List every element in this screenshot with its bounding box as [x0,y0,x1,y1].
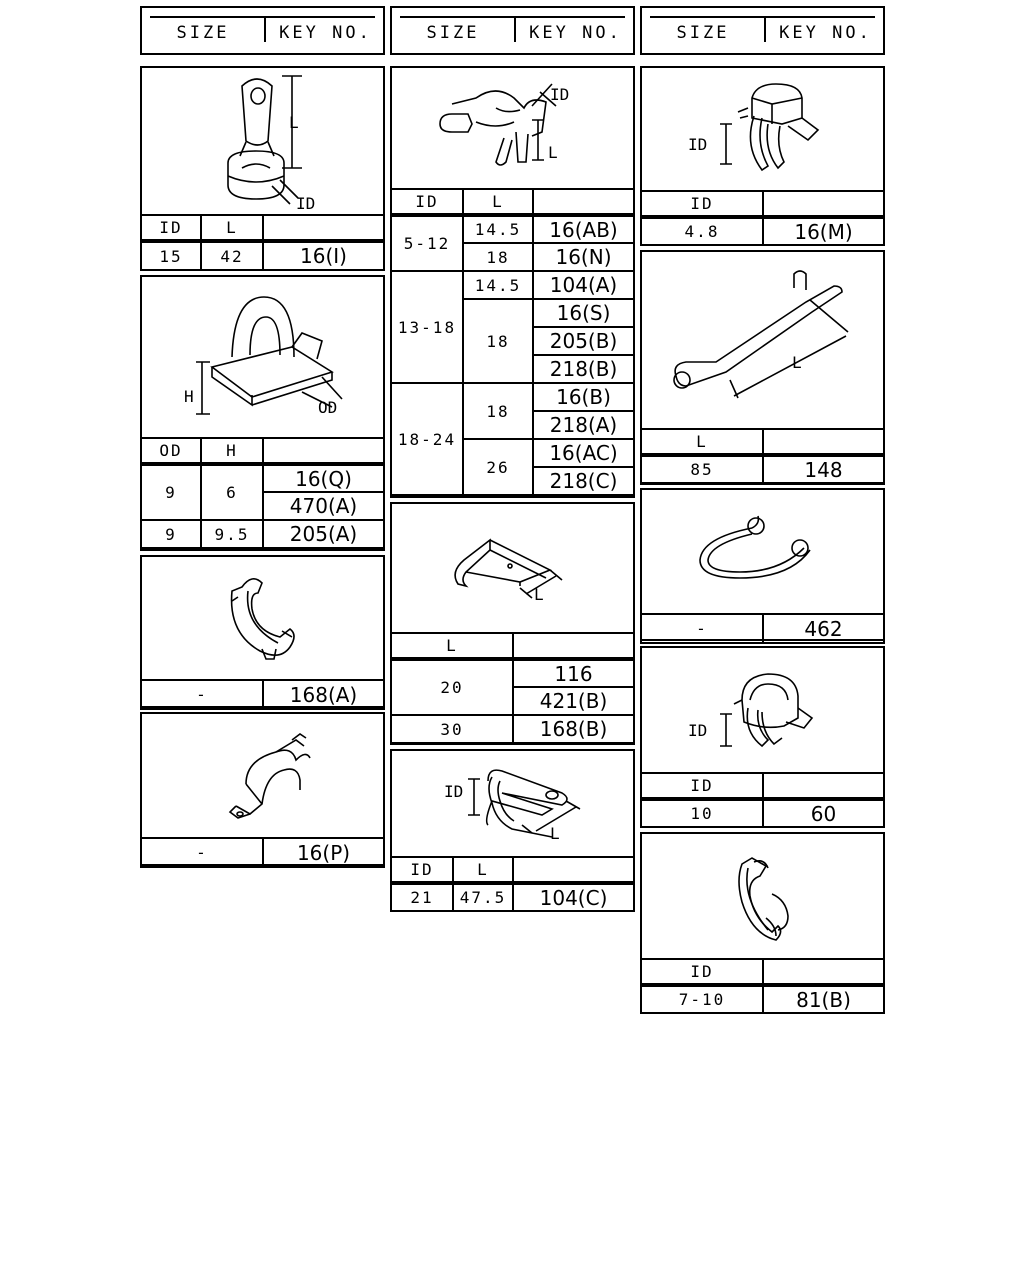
header-size: SIZE [176,23,230,43]
part-drawing [642,68,883,192]
key-number: 421(B) [513,687,634,715]
part-drawing [392,504,633,634]
dim-label-l: L [548,143,558,162]
size-table [390,188,635,496]
cell: 13-18 [391,271,463,383]
col-header: ID [391,189,463,215]
dim-label-h: H [184,387,194,406]
cell: 85 [641,455,763,483]
cell: 7-10 [641,985,763,1013]
size-table [140,437,385,549]
part-drawing [392,751,633,858]
header-col3 [640,6,885,55]
cell: 30 [391,715,513,743]
size-table [390,856,635,912]
part-panel-band-clip [390,749,635,912]
key-number: 104(A) [533,271,634,299]
key-number: 81(B) [763,985,884,1013]
part-drawing [142,557,383,681]
dim-label-id: ID [688,135,708,154]
dim-label-l: L [550,824,560,843]
col-header: L [201,215,263,241]
cell: - [141,838,263,867]
dim-label-l: L [792,353,802,372]
size-table [140,214,385,271]
size-table [640,428,885,484]
size-table [640,958,885,1014]
col-header: ID [641,959,763,985]
cell: 20 [391,659,513,715]
header-key-no: KEY NO. [779,23,872,43]
cell: 47.5 [453,883,513,911]
cell: 5-12 [391,215,463,271]
key-number: 470(A) [263,492,384,520]
dim-label-id: ID [550,85,570,104]
part-drawing [642,648,883,774]
cell: - [141,680,263,709]
part-drawing [392,68,633,190]
dim-label-l: L [534,585,544,604]
cell: 18 [463,383,533,439]
cell: 9 [141,464,201,520]
part-drawing [642,834,883,960]
col-header: ID [641,773,763,799]
cell: - [641,614,763,643]
cell: 4.8 [641,217,763,245]
cell: 18 [463,299,533,383]
cell: 21 [391,883,453,911]
dim-label-l: L [289,113,299,132]
key-number: 16(M) [763,217,884,245]
col-header [513,857,634,883]
part-drawing [142,68,383,216]
cell: 18 [463,243,533,271]
key-number: 168(A) [263,680,384,709]
cell: 14.5 [463,271,533,299]
part-panel-saddle-clip [140,712,385,866]
cell: 9.5 [201,520,263,548]
cell: 18-24 [391,383,463,495]
size-table [640,613,885,644]
part-drawing [142,714,383,839]
part-panel-tab-clip [390,502,635,745]
part-panel-stack-clip [640,832,885,1014]
key-number: 218(B) [533,355,634,383]
key-number: 16(B) [533,383,634,411]
part-panel-double-clip [390,66,635,498]
col-header [763,773,884,799]
col-header: ID [141,215,201,241]
key-number: 16(AC) [533,439,634,467]
key-number: 205(A) [263,520,384,548]
header-size: SIZE [426,23,480,43]
size-table [390,632,635,744]
key-number: 16(AB) [533,215,634,243]
col-header [763,191,884,217]
col-header: ID [641,191,763,217]
key-number: 16(Q) [263,464,384,492]
key-number: 104(C) [513,883,634,911]
col-header: OD [141,438,201,464]
header-key-no: KEY NO. [279,23,372,43]
col-header [763,429,884,455]
col-header: L [391,633,513,659]
dim-label-od: OD [318,398,338,417]
header-key-no: KEY NO. [529,23,622,43]
part-panel-strap [640,250,885,485]
part-drawing [642,252,883,430]
key-number: 218(C) [533,467,634,495]
key-number: 16(I) [263,241,384,270]
col-header: L [463,189,533,215]
cell: 14.5 [463,215,533,243]
key-number: 168(B) [513,715,634,743]
size-table [140,837,385,868]
col-header: L [453,857,513,883]
col-header [533,189,634,215]
size-table [640,190,885,246]
col-header [263,215,384,241]
key-number: 60 [763,799,884,827]
part-panel-arrow-clip [640,66,885,246]
col-header [763,959,884,985]
col-header: H [201,438,263,464]
cell: 26 [463,439,533,495]
col-header [263,438,384,464]
key-number: 16(P) [263,838,384,867]
cell: 6 [201,464,263,520]
key-number: 148 [763,455,884,483]
header-size: SIZE [676,23,730,43]
header-col1 [140,6,385,55]
key-number: 218(A) [533,411,634,439]
part-panel-loop-clip [140,66,385,271]
header-col2 [390,6,635,55]
part-drawing [142,277,383,439]
part-panel-plate-clip [140,275,385,551]
col-header: L [641,429,763,455]
key-number: 462 [763,614,884,643]
part-drawing [642,490,883,615]
size-table [140,679,385,710]
dim-label-id: ID [444,782,464,801]
size-table [640,772,885,828]
key-number: 16(S) [533,299,634,327]
cell: 15 [141,241,201,270]
cell: 10 [641,799,763,827]
cell: 9 [141,520,201,548]
key-number: 205(B) [533,327,634,355]
cell: 42 [201,241,263,270]
part-panel-hook-clip [140,555,385,708]
col-header: ID [391,857,453,883]
dim-label-id: ID [296,194,316,213]
col-header [513,633,634,659]
key-number: 116 [513,659,634,687]
dim-label-id: ID [688,721,708,740]
part-panel-wire-loop [640,488,885,641]
key-number: 16(N) [533,243,634,271]
part-panel-push-clip [640,646,885,828]
